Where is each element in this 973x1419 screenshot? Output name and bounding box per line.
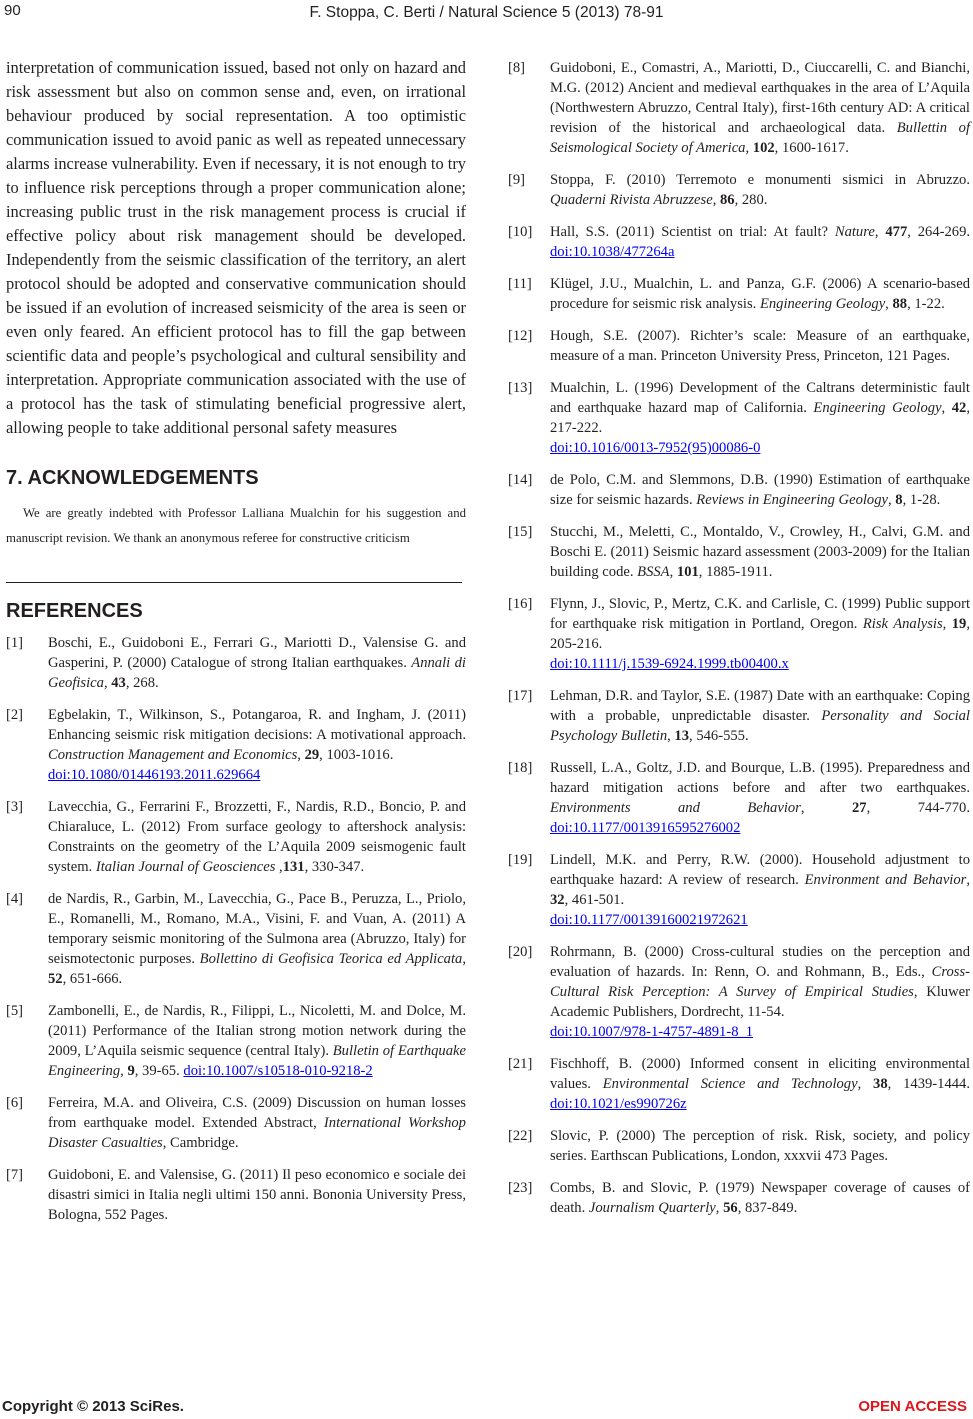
reference-pages: , 651-666. — [62, 971, 123, 987]
reference-pages: , 1600-1617. — [774, 140, 849, 156]
reference-text — [550, 686, 970, 746]
reference-journal: Bulletin of Earthquake Engineering — [48, 1043, 466, 1079]
reference-list-left — [6, 633, 466, 1225]
reference-pages: , 280. — [734, 192, 768, 208]
reference-text — [550, 326, 970, 366]
references-heading: REFERENCES — [6, 600, 143, 622]
reference-number: [12] — [508, 328, 533, 344]
reference-text — [550, 470, 970, 510]
reference-journal: Bollettino di Geofisica Teorica ed Applicata — [199, 951, 463, 967]
reference-authors-title: Klügel, J.U., Mualchin, L. and Panza, G.F. (2006) A scenario-based procedure for seismic risk analysis. — [550, 276, 970, 312]
reference-volume: 56 — [723, 1200, 738, 1216]
reference-separator: , — [669, 564, 677, 580]
reference-authors-title: Stucchi, M., Meletti, C., Montaldo, V., Crowley, H., Calvi, G.M. and Boschi E. (2011) Seismic hazard assessment (2003-2009) for the Italian building code. — [550, 524, 970, 580]
reference-item — [6, 797, 466, 877]
reference-number: [17] — [508, 688, 533, 704]
reference-pages: , 837-849. — [737, 1200, 798, 1216]
reference-volume: 43 — [111, 675, 126, 691]
reference-text — [48, 889, 466, 989]
reference-number: [5] — [6, 1003, 24, 1019]
reference-authors-title: Lindell, M.K. and Perry, R.W. (2000). Household adjustment to earthquake hazard: A review of research. — [550, 852, 970, 888]
page-number: 90 — [4, 2, 21, 19]
reference-number: [6] — [6, 1095, 24, 1111]
copyright-footer: Copyright © 2013 SciRes. — [2, 1398, 184, 1415]
reference-volume: 477 — [885, 224, 908, 240]
reference-text — [550, 1126, 970, 1166]
reference-journal: Environments and Behavior — [550, 800, 801, 816]
reference-number: [23] — [508, 1180, 533, 1196]
reference-journal: Nature — [834, 224, 875, 240]
reference-number: [11] — [508, 276, 532, 292]
reference-doi-link[interactable]: doi:10.1007/978-1-4757-4891-8_1 — [550, 1024, 754, 1040]
reference-separator: , — [297, 747, 305, 763]
reference-journal: Journalism Quarterly — [588, 1200, 716, 1216]
reference-number: [3] — [6, 799, 24, 815]
reference-journal: Engineering Geology — [759, 296, 886, 312]
reference-number: [13] — [508, 380, 533, 396]
reference-separator: , — [275, 859, 283, 875]
reference-journal: Construction Management and Economics — [48, 747, 298, 763]
reference-item — [6, 1001, 466, 1081]
reference-pages: , 1-28. — [902, 492, 941, 508]
reference-number: [18] — [508, 760, 533, 776]
reference-separator: , — [103, 675, 112, 691]
reference-separator: , Kluwer Academic Publishers, Dordrecht, 11-54. — [550, 984, 970, 1020]
reference-item — [508, 222, 970, 262]
reference-authors-title: Guidoboni, E. and Valensise, G. (2011) Il peso economico e sociale dei disastri simici in Italia negli ultimi 150 anni. Bononia University Press, Bologna, 552 Pages. — [48, 1167, 466, 1223]
reference-number: [15] — [508, 524, 533, 540]
reference-authors-title: Mualchin, L. (1996) Development of the Caltrans deterministic fault and earthquake hazard map of California. — [550, 380, 970, 416]
reference-pages: , 205-216. — [550, 616, 970, 652]
reference-authors-title: Russell, L.A., Goltz, J.D. and Bourque, L.B. (1995). Preparedness and hazard mitigation actions before and after two earthquakes. — [550, 760, 970, 796]
reference-volume: 52 — [48, 971, 63, 987]
open-access-label: OPEN ACCESS — [858, 1398, 967, 1415]
reference-number: [7] — [6, 1167, 24, 1183]
reference-separator: , — [715, 1200, 724, 1216]
reference-number: [1] — [6, 635, 24, 651]
reference-doi-link[interactable]: doi:10.1038/477264a — [550, 244, 675, 260]
reference-volume: 88 — [892, 296, 908, 312]
reference-pages: , 268. — [125, 675, 159, 691]
reference-pages: , 1439-1444. — [887, 1076, 970, 1092]
reference-number: [20] — [508, 944, 533, 960]
reference-volume: 101 — [676, 564, 699, 580]
reference-authors-title: Lavecchia, G., Ferrarini F., Brozzetti, F., Nardis, R.D., Boncio, P. and Chiaraluce, L. (2012) From surface geology to aftershock analysis: Constraints on the geometry of the L’Aquila 2009 seismogenic fault system. — [48, 799, 466, 875]
reference-journal: Annali di Geofisica — [48, 655, 466, 691]
reference-text — [550, 522, 970, 582]
reference-separator: , — [745, 140, 753, 156]
reference-text — [550, 274, 970, 314]
reference-number: [14] — [508, 472, 533, 488]
reference-volume: 9 — [127, 1063, 135, 1079]
reference-separator: , — [857, 1076, 874, 1092]
reference-text — [48, 797, 466, 877]
reference-number: [9] — [508, 172, 526, 188]
reference-item — [508, 470, 970, 510]
reference-item — [6, 889, 466, 989]
reference-text — [550, 378, 970, 458]
reference-volume: 8 — [895, 492, 903, 508]
reference-number: [19] — [508, 852, 533, 868]
reference-separator: , — [942, 616, 952, 632]
reference-authors-title: Stoppa, F. (2010) Terremoto e monumenti sismici in Abruzzo. — [550, 172, 970, 188]
acknowledgements-text: We are greatly indebted with Professor Lalliana Mualchin for his suggestion and manuscript revision. We thank an anonymous referee for constructive criticism — [6, 506, 466, 545]
reference-number: [21] — [508, 1056, 533, 1072]
reference-pages: , 744-770. — [866, 800, 970, 816]
reference-journal: BSSA — [637, 564, 670, 580]
reference-authors-title: Zambonelli, E., de Nardis, R., Filippi, L., Nicoletti, M. and Dolce, M. (2011) Performance of the Italian strong motion network during the 2009, L’Aquila seismic sequence (central Italy). — [48, 1003, 466, 1059]
reference-journal: Cross-Cultural Risk Perception: A Survey of Empirical Studies — [550, 964, 970, 1000]
reference-journal: Quaderni Rivista Abruzzese — [550, 192, 713, 208]
reference-journal: International Workshop Disaster Casualties — [48, 1115, 466, 1151]
reference-number: [8] — [508, 60, 526, 76]
reference-separator: , — [800, 800, 852, 816]
reference-authors-title: Hough, S.E. (2007). Richter’s scale: Measure of an earthquake, measure of a man. Princeton University Press, Princeton, 121 Pages. — [550, 328, 970, 364]
reference-authors-title: Fischhoff, B. (2000) Informed consent in eliciting environmental values. — [550, 1056, 970, 1092]
reference-separator: , — [120, 1063, 128, 1079]
reference-text — [550, 1054, 970, 1114]
reference-text — [550, 1178, 970, 1218]
reference-journal: Bullettin of Seismological Society of America — [550, 120, 970, 156]
reference-authors-title: Flynn, J., Slovic, P., Mertz, C.K. and Carlisle, C. (1999) Public support for earthquake risk mitigation in Portland, Oregon. — [550, 596, 970, 632]
reference-separator: , — [667, 728, 675, 744]
reference-item — [508, 942, 970, 1042]
reference-authors-title: Lehman, D.R. and Taylor, S.E. (1987) Date with an earthquake: Coping with a probable, unpredictable disaster. — [550, 688, 970, 724]
left-column — [6, 56, 466, 1237]
reference-authors-title: Boschi, E., Guidoboni E., Ferrari G., Mariotti D., Valensise G. and Gasperini, P. (2000) Catalogue of strong Italian earthquakes. — [48, 635, 466, 671]
reference-doi-link[interactable]: doi:10.1080/01446193.2011.629664 — [48, 767, 261, 783]
reference-text — [48, 1165, 466, 1225]
reference-volume: 13 — [674, 728, 690, 744]
reference-authors-title: Slovic, P. (2000) The perception of risk. Risk, society, and policy series. Earthscan Publications, London, xxxvii 473 Pages. — [550, 1128, 970, 1164]
reference-pages: , 264-269. — [907, 224, 971, 240]
reference-pages: , 217-222. — [550, 400, 970, 436]
reference-volume: 102 — [752, 140, 775, 156]
reference-journal: Italian Journal of Geosciences — [95, 859, 276, 875]
reference-separator: , — [885, 296, 893, 312]
reference-item — [6, 1093, 466, 1153]
reference-text — [550, 850, 970, 930]
reference-doi-link[interactable]: doi:10.1177/00139160021972621 — [550, 912, 748, 928]
reference-item — [508, 1126, 970, 1166]
reference-number: [22] — [508, 1128, 533, 1144]
reference-authors-title: Guidoboni, E., Comastri, A., Mariotti, D., Ciuccarelli, C. and Bianchi, M.G. (2012) Ancient and medieval earthquakes in the area of L’Aquila (Northwestern Abruzzo, Central Italy), first-16th century AD: A critical revision of the historical and archaeological data. — [550, 60, 970, 136]
reference-volume: 29 — [304, 747, 320, 763]
reference-list-right — [508, 58, 970, 1218]
reference-text — [550, 942, 970, 1042]
reference-doi-link[interactable]: doi:10.1021/es990726z — [550, 1096, 687, 1112]
reference-text — [550, 222, 970, 262]
reference-item — [508, 274, 970, 314]
reference-pages: , 461-501. — [564, 892, 625, 908]
reference-item — [6, 705, 466, 785]
body-paragraph: interpretation of communication issued, based not only on hazard and risk assessment but also on common sense and, even, on irrational behaviour produced by social representation. A too optimistic communication issued to avoid panic as well as repeated unnecessary alarms increase vulnerability. Even if necessary, it is not enough to try to influence risk perceptions through a proper communication alone; increasing public trust in the risk management process is crucial if effective policy about risk management should be developed. Independently from the seismic classification of the territory, an alert protocol should be adopted and conservative communication should be issued if an evolution of increased seismicity of the area is seen or even only feared. An efficient protocol has to fill the gap between scientific data and people’s psychological and cultural sensibility and interpretation. Appropriate communication associated with the use of a protocol has the task of stimulating beneficial progressive alert, allowing people to take additional personal safety measures — [6, 58, 466, 437]
reference-text — [48, 1093, 466, 1153]
reference-separator: , Cambridge. — [162, 1135, 239, 1151]
reference-journal: Engineering Geology — [813, 400, 942, 416]
reference-item — [508, 758, 970, 838]
reference-item — [6, 1165, 466, 1225]
reference-doi-link[interactable]: doi:10.1016/0013-7952(95)00086-0 — [550, 440, 761, 456]
reference-volume: 32 — [550, 892, 565, 908]
reference-separator: , — [888, 492, 896, 508]
reference-journal: Environment and Behavior — [804, 872, 967, 888]
reference-separator: , — [874, 224, 886, 240]
reference-text — [550, 170, 970, 210]
reference-authors-title: de Nardis, R., Garbin, M., Lavecchia, G., Pace B., Peruzza, L., Priolo, E., Romanelli, M., Romano, M.A., Visini, F. and Vuan, A. (2011) A temporary seismic monitoring of the Sulmona area (Abruzzo, Italy) for seismotectonic purposes. — [48, 891, 466, 967]
reference-item — [508, 326, 970, 366]
reference-volume: 42 — [951, 400, 967, 416]
reference-item — [508, 58, 970, 158]
reference-item — [508, 1054, 970, 1114]
reference-separator: , — [966, 872, 970, 888]
reference-volume: 27 — [851, 800, 867, 816]
reference-separator: , — [462, 951, 466, 967]
reference-doi-link[interactable]: doi:10.1111/j.1539-6924.1999.tb00400.x — [550, 656, 789, 672]
reference-pages: , 1885-1911. — [698, 564, 773, 580]
reference-separator: , — [941, 400, 952, 416]
reference-pages: , 330-347. — [304, 859, 365, 875]
reference-authors-title: Combs, B. and Slovic, P. (1979) Newspaper coverage of causes of death. — [550, 1180, 970, 1216]
reference-number: [16] — [508, 596, 533, 612]
reference-pages: , 1003-1016. — [319, 747, 394, 763]
reference-separator: , — [712, 192, 720, 208]
reference-volume: 38 — [873, 1076, 888, 1092]
reference-number: [10] — [508, 224, 533, 240]
reference-journal: Risk Analysis — [862, 616, 943, 632]
reference-item — [508, 594, 970, 674]
reference-text — [550, 594, 970, 674]
reference-volume: 86 — [719, 192, 735, 208]
reference-journal: Reviews in Engineering Geology — [696, 492, 888, 508]
reference-volume: 131 — [282, 859, 305, 875]
reference-item — [508, 522, 970, 582]
reference-text — [48, 633, 466, 693]
reference-item — [508, 686, 970, 746]
acknowledgements-heading: 7. ACKNOWLEDGEMENTS — [6, 467, 259, 489]
reference-volume: 19 — [951, 616, 967, 632]
reference-pages: , 1-22. — [907, 296, 945, 312]
reference-doi-link[interactable]: doi:10.1007/s10518-010-9218-2 — [183, 1063, 373, 1079]
reference-authors-title: Hall, S.S. (2011) Scientist on trial: At fault? — [550, 224, 835, 240]
running-title: F. Stoppa, C. Berti / Natural Science 5 (2013) 78-91 — [309, 4, 664, 21]
section-divider — [6, 582, 462, 583]
reference-pages: , 546-555. — [689, 728, 749, 744]
reference-number: [4] — [6, 891, 24, 907]
reference-text — [48, 1001, 466, 1081]
reference-item — [508, 170, 970, 210]
reference-pages: , 39-65. — [134, 1063, 184, 1079]
right-column — [508, 58, 970, 1230]
reference-number: [2] — [6, 707, 24, 723]
reference-item — [508, 1178, 970, 1218]
reference-authors-title: Egbelakin, T., Wilkinson, S., Potangaroa, R. and Ingham, J. (2011) Enhancing seismic risk mitigation decisions: A motivational approach. — [48, 707, 466, 743]
reference-journal: Environmental Science and Technology — [602, 1076, 858, 1092]
reference-text — [550, 58, 970, 158]
reference-item — [508, 378, 970, 458]
reference-journal: Personality and Social Psychology Bulletin — [550, 708, 970, 744]
reference-authors-title: Rohrmann, B. (2000) Cross-cultural studies on the perception and evaluation of hazards. In: Renn, O. and Rohmann, B., Eds., — [550, 944, 970, 980]
reference-text — [48, 705, 466, 785]
reference-doi-link[interactable]: doi:10.1177/0013916595276002 — [550, 820, 741, 836]
reference-text — [550, 758, 970, 838]
reference-item — [6, 633, 466, 693]
reference-item — [508, 850, 970, 930]
reference-authors-title: Ferreira, M.A. and Oliveira, C.S. (2009) Discussion on human losses from earthquake model. Extended Abstract, — [48, 1095, 466, 1131]
reference-authors-title: de Polo, C.M. and Slemmons, D.B. (1990) Estimation of earthquake size for seismic hazards. — [550, 472, 970, 508]
